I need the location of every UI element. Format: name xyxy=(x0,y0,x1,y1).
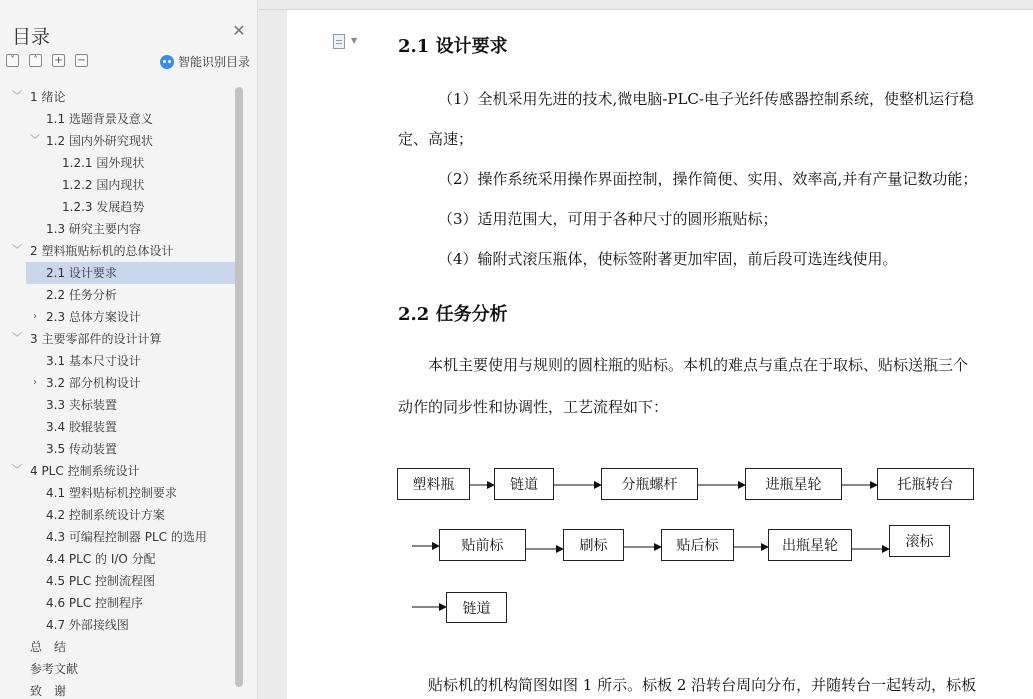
toc-item[interactable] xyxy=(0,372,236,394)
toc-item[interactable] xyxy=(0,636,236,658)
toc-item-label: 1.2.3 发展趋势 xyxy=(62,200,145,214)
toc-item-label: 1.2.1 国外现状 xyxy=(62,156,145,170)
document-ruler xyxy=(259,0,1033,10)
flow-box: 链道 xyxy=(494,468,554,500)
expand-up-icon[interactable]: ˄ xyxy=(29,54,42,67)
toc-item-label: 参考文献 xyxy=(30,662,79,676)
flow-box: 分瓶螺杆 xyxy=(601,468,698,500)
toc-item[interactable] xyxy=(0,240,236,262)
flow-box: 贴前标 xyxy=(439,529,526,561)
toc-item-label: 致 谢 xyxy=(30,684,67,698)
chevron-right-icon[interactable]: › xyxy=(33,377,37,388)
toc-item[interactable] xyxy=(0,130,236,152)
toc-item[interactable] xyxy=(0,658,236,680)
toc-item-label: 1.1 选题背景及意义 xyxy=(46,112,153,126)
chevron-down-icon[interactable]: ﹀ xyxy=(12,91,22,102)
toc-item[interactable] xyxy=(0,592,236,614)
toc-item[interactable] xyxy=(0,438,236,460)
toc-item[interactable] xyxy=(0,460,236,482)
collapse-all-icon[interactable]: ˅ xyxy=(6,54,19,67)
toc-toolbar xyxy=(6,54,88,67)
flow-box: 托瓶转台 xyxy=(877,468,974,500)
toc-item-label: 3.5 传动装置 xyxy=(46,442,117,456)
toc-item[interactable] xyxy=(0,416,236,438)
toc-item[interactable] xyxy=(0,614,236,636)
toc-item-label: 1.3 研究主要内容 xyxy=(46,222,141,236)
heading-2-2: 2.2 任务分析 xyxy=(398,304,508,325)
paragraph-5-line1: 本机主要使用与规则的圆柱瓶的贴标。本机的难点与重点在于取标、贴标送瓶三个 xyxy=(428,356,969,374)
flow-box: 塑料瓶 xyxy=(397,468,470,500)
flow-box: 刷标 xyxy=(563,529,624,561)
toc-item-label: 2.2 任务分析 xyxy=(46,288,117,302)
toc-item-label: 2 塑料瓶贴标机的总体设计 xyxy=(30,244,174,258)
toc-item-label: 1 绪论 xyxy=(30,90,66,104)
flow-box: 滚标 xyxy=(889,525,950,557)
toc-item[interactable] xyxy=(0,680,236,699)
toc-item[interactable] xyxy=(0,196,236,218)
toc-item-label: 1.2 国内外研究现状 xyxy=(46,134,153,148)
toc-item-label: 4.2 控制系统设计方案 xyxy=(46,508,165,522)
heading-2-1: 2.1 设计要求 xyxy=(398,36,508,57)
add-heading-icon[interactable]: + xyxy=(52,54,65,67)
toc-item[interactable] xyxy=(0,218,236,240)
toc-item-label: 4.7 外部接线图 xyxy=(46,618,129,632)
toc-item-label: 4.4 PLC 的 I/O 分配 xyxy=(46,552,156,566)
paragraph-1-line1: （1）全机采用先进的技术,微电脑-PLC-电子光纤传感器控制系统，使整机运行稳 xyxy=(438,90,974,108)
flow-box: 链道 xyxy=(446,592,507,623)
paragraph-5-line2: 动作的同步性和协调性，工艺流程如下： xyxy=(398,398,669,416)
paragraph-4: （4）输附式滚压瓶体，使标签附著更加牢固，前后段可选连线使用。 xyxy=(438,250,898,268)
toc-item[interactable] xyxy=(0,86,236,108)
toc-item[interactable] xyxy=(0,350,236,372)
close-icon[interactable]: ✕ xyxy=(232,21,246,40)
toc-item[interactable] xyxy=(0,108,236,130)
toc-item[interactable] xyxy=(0,394,236,416)
toc-title: 目录 xyxy=(12,26,51,48)
ai-bot-icon xyxy=(160,55,174,69)
toc-item-label: 4.6 PLC 控制程序 xyxy=(46,596,144,610)
toc-item-label: 4.5 PLC 控制流程图 xyxy=(46,574,156,588)
toc-item-label: 1.2.2 国内现状 xyxy=(62,178,145,192)
toc-list xyxy=(0,86,236,699)
smart-toc-button[interactable] xyxy=(160,53,250,70)
toc-item-label: 3.4 胶辊装置 xyxy=(46,420,117,434)
toc-item-label: 3 主要零部件的设计计算 xyxy=(30,332,162,346)
toc-item[interactable] xyxy=(0,152,236,174)
toc-item-label: 4.1 塑料贴标机控制要求 xyxy=(46,486,177,500)
toc-item-selected[interactable] xyxy=(26,262,236,284)
paragraph-6: 贴标机的机构简图如图 1 所示。标板 2 沿转台周向分布，并随转台一起转动，标板 xyxy=(428,676,977,694)
flow-box: 贴后标 xyxy=(661,529,734,561)
toc-item[interactable] xyxy=(0,328,236,350)
toc-item-label: 4 PLC 控制系统设计 xyxy=(30,464,140,478)
toc-scrollbar[interactable] xyxy=(235,87,243,687)
toc-item-label: 3.2 部分机构设计 xyxy=(46,376,141,390)
toc-item[interactable] xyxy=(0,526,236,548)
paragraph-1-line2: 定、高速； xyxy=(398,130,474,148)
chevron-right-icon[interactable]: › xyxy=(33,311,37,322)
paragraph-3: （3）适用范围大，可用于各种尺寸的圆形瓶贴标； xyxy=(438,210,778,228)
toc-item[interactable] xyxy=(0,284,236,306)
toc-item[interactable] xyxy=(0,306,236,328)
remove-heading-icon[interactable]: − xyxy=(75,54,88,67)
toc-panel xyxy=(0,0,258,699)
chevron-down-icon[interactable]: ﹀ xyxy=(30,135,40,146)
dropdown-caret-icon[interactable]: ▼ xyxy=(351,36,358,45)
toc-item-label: 2.1 设计要求 xyxy=(46,266,117,280)
toc-item-label: 4.3 可编程控制器 PLC 的选用 xyxy=(46,530,207,544)
toc-item-label: 2.3 总体方案设计 xyxy=(46,310,141,324)
toc-item[interactable] xyxy=(0,482,236,504)
flow-box: 出瓶星轮 xyxy=(768,529,852,561)
toc-item-label: 3.1 基本尺寸设计 xyxy=(46,354,141,368)
chevron-down-icon[interactable]: ﹀ xyxy=(12,465,22,476)
chevron-down-icon[interactable]: ﹀ xyxy=(12,245,22,256)
toc-item[interactable] xyxy=(0,174,236,196)
toc-item-label: 3.3 夹标装置 xyxy=(46,398,117,412)
document-icon[interactable] xyxy=(333,34,345,49)
toc-item[interactable] xyxy=(0,548,236,570)
chevron-down-icon[interactable]: ﹀ xyxy=(12,333,22,344)
paragraph-2: （2）操作系统采用操作界面控制，操作简便、实用、效率高,并有产量记数功能； xyxy=(438,170,978,188)
toc-item-label: 总 结 xyxy=(30,640,67,654)
flow-box: 进瓶星轮 xyxy=(745,468,842,500)
toc-item[interactable] xyxy=(0,504,236,526)
toc-item[interactable] xyxy=(0,570,236,592)
smart-toc-label: 智能识别目录 xyxy=(178,55,251,69)
